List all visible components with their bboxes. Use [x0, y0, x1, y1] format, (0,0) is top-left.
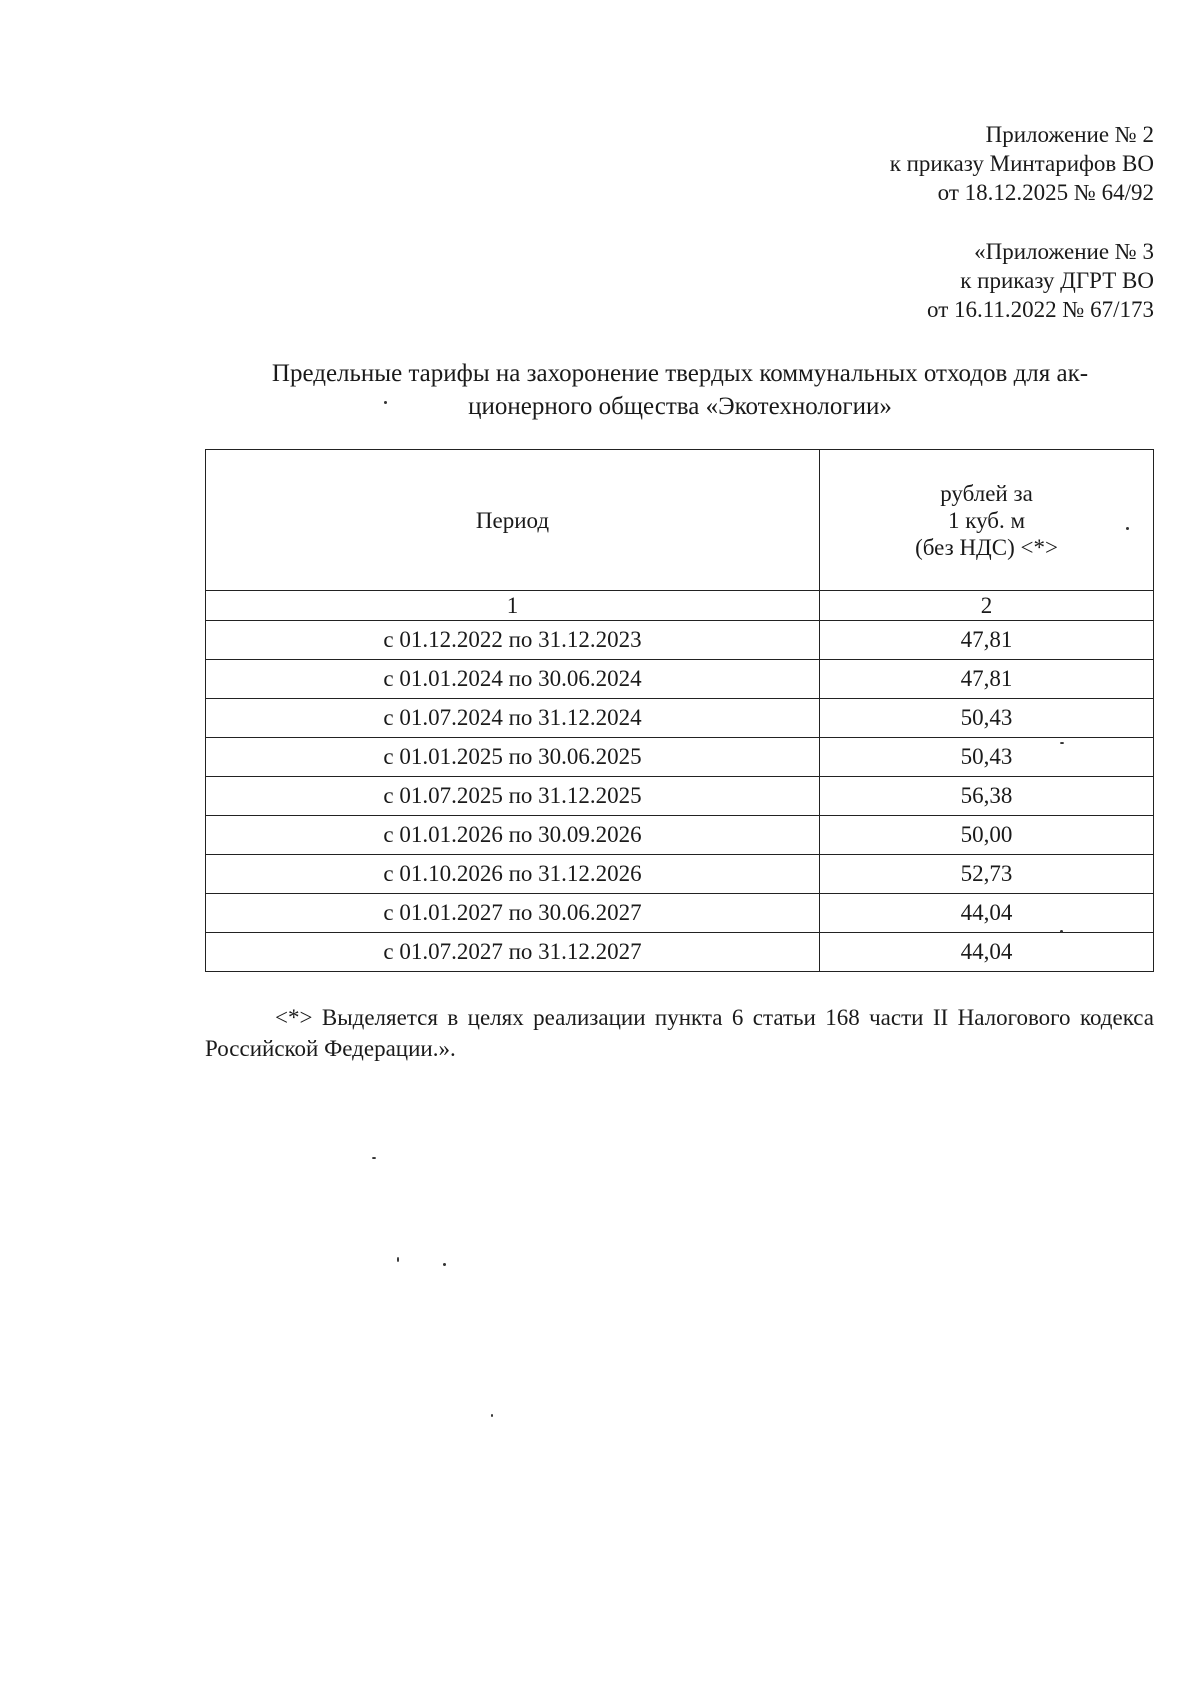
- table-row: [206, 933, 1154, 972]
- annex-order-date: от 16.11.2022 № 67/173: [927, 297, 1154, 322]
- tariff-cell: 50,43: [820, 738, 1154, 777]
- table-row: [206, 621, 1154, 660]
- annex-order-date: от 18.12.2025 № 64/92: [937, 180, 1154, 205]
- table-row: [206, 894, 1154, 933]
- annex-order-issuer: к приказу ДГРТ ВО: [960, 268, 1154, 293]
- column-number: 1: [206, 591, 820, 621]
- period-cell: с 01.07.2025 по 31.12.2025: [206, 777, 820, 816]
- scan-speck: [443, 1263, 446, 1266]
- header-period: Период: [206, 450, 820, 591]
- annex-order-issuer: к приказу Минтарифов ВО: [889, 151, 1154, 176]
- table-row: [206, 738, 1154, 777]
- period-cell: с 01.01.2025 по 30.06.2025: [206, 738, 820, 777]
- period-cell: с 01.01.2027 по 30.06.2027: [206, 894, 820, 933]
- period-cell: с 01.01.2024 по 30.06.2024: [206, 660, 820, 699]
- tariff-cell: 44,04: [820, 933, 1154, 972]
- annex-reference-previous: [927, 237, 1154, 324]
- period-cell: с 01.07.2024 по 31.12.2024: [206, 699, 820, 738]
- table-row: [206, 699, 1154, 738]
- footnote: <*> Выделяется в целях реализации пункта 6 статьи 168 части II Налогового кодекса Российской Федерации.».: [205, 1005, 1154, 1061]
- header-tariff-line: рублей за: [940, 480, 1033, 506]
- scan-speck: [1126, 527, 1129, 530]
- scan-speck: [372, 1157, 376, 1159]
- table-row: [206, 855, 1154, 894]
- annex-number: Приложение № 2: [985, 122, 1154, 147]
- tariff-cell: 50,43: [820, 699, 1154, 738]
- table-row: [206, 816, 1154, 855]
- header-tariff-line: 1 куб. м: [947, 507, 1026, 533]
- period-cell: с 01.10.2026 по 31.12.2026: [206, 855, 820, 894]
- tariff-table: [205, 449, 1154, 972]
- tariff-cell: 52,73: [820, 855, 1154, 894]
- title-line: Предельные тарифы на захоронение твердых коммунальных отходов для ак-: [271, 360, 1089, 387]
- table-row: [206, 660, 1154, 699]
- scan-speck: [491, 1414, 493, 1417]
- title-line: ционерного общества «Экотехнологии»: [468, 393, 892, 420]
- period-cell: с 01.01.2026 по 30.09.2026: [206, 816, 820, 855]
- tariff-cell: 50,00: [820, 816, 1154, 855]
- column-number-row: [206, 591, 1154, 621]
- document-title: [205, 357, 1155, 423]
- column-number: 2: [820, 591, 1154, 621]
- scan-speck: [384, 401, 387, 404]
- scan-speck: [1060, 930, 1063, 933]
- table-header-row: [206, 450, 1154, 591]
- header-tariff: [820, 450, 1154, 591]
- scan-speck: [397, 1257, 399, 1262]
- table-row: [206, 777, 1154, 816]
- scan-speck: [1060, 742, 1064, 744]
- tariff-cell: 47,81: [820, 621, 1154, 660]
- header-tariff-line: (без НДС) <*>: [915, 534, 1058, 560]
- period-cell: с 01.12.2022 по 31.12.2023: [206, 621, 820, 660]
- annex-reference-current: [890, 120, 1154, 207]
- tariff-cell: 47,81: [820, 660, 1154, 699]
- period-cell: с 01.07.2027 по 31.12.2027: [206, 933, 820, 972]
- annex-number: «Приложение № 3: [974, 239, 1154, 264]
- tariff-cell: 56,38: [820, 777, 1154, 816]
- tariff-cell: 44,04: [820, 894, 1154, 933]
